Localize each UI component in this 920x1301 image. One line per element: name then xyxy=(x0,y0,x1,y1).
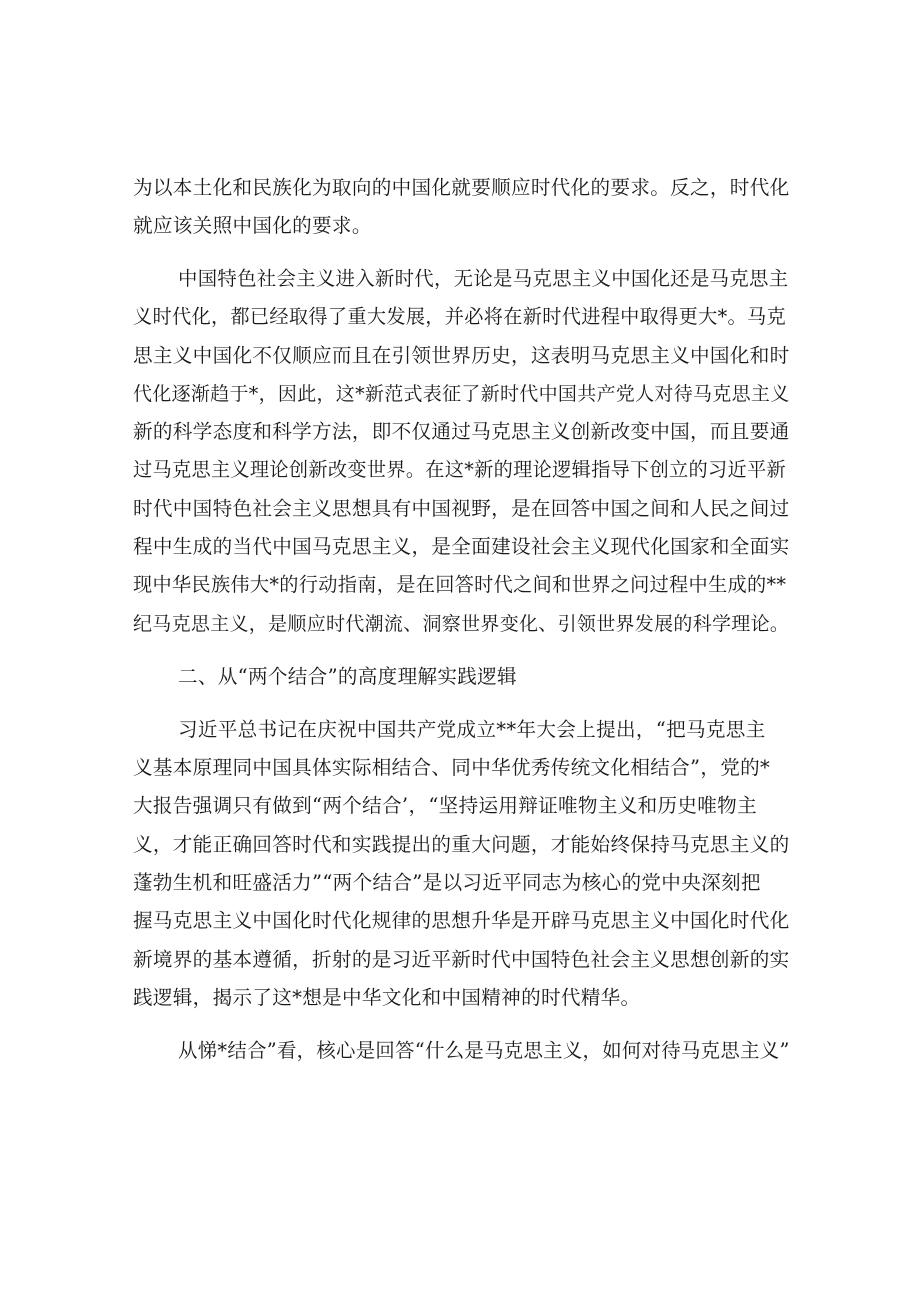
paragraph-line: 习近平总书记在庆祝中国共产党成立**年大会上提出，“把马克思主 xyxy=(178,718,766,741)
section-heading: 二、从“两个结合”的高度理解实践逻辑 xyxy=(178,665,517,688)
paragraph-line: 握马克思主义中国化时代化规律的思想升华是开辟马克思主义中国化时代化 xyxy=(133,909,790,932)
paragraph-line: 就应该关照中国化的要求。 xyxy=(133,214,372,237)
paragraph-line: 从悌*结合”看，核心是回答“什么是马克思主义，如何对待马克思主义” xyxy=(178,1039,790,1062)
paragraph-line: 程中生成的当代中国马克思主义，是全面建设社会主义现代化国家和全面实 xyxy=(133,535,790,558)
paragraph-line: 新境界的基本遵循，折射的是习近平新时代中国特色社会主义思想创新的实 xyxy=(133,948,790,971)
paragraph-line: 蓬勃生机和旺盛活力”“两个结合”是以习近平同志为核心的党中央深刻把 xyxy=(133,871,761,894)
paragraph-line: 践逻辑，揭示了这*想是中华文化和中国精神的时代精华。 xyxy=(133,986,641,1009)
paragraph-line: 过马克思主义理论创新改变世界。在这*新的理论逻辑指导下创立的习近平新 xyxy=(133,458,786,481)
paragraph-line: 新的科学态度和科学方法，即不仅通过马克思主义创新改变中国，而且要通 xyxy=(133,420,790,443)
paragraph-line: 现中华民族伟大*的行动指南，是在回答时代之间和世界之问过程中生成的** xyxy=(133,573,787,596)
paragraph-line: 代化逐渐趋于*，因此，这*新范式表征了新时代中国共产党人对待马克思主义 xyxy=(133,383,790,405)
paragraph-line: 义基本原理同中国具体实际相结合、同中华优秀传统文化相结合”，党的* xyxy=(133,756,771,779)
paragraph-line: 纪马克思主义，是顺应时代潮流、洞察世界变化、引领世界发展的科学理论。 xyxy=(133,613,790,635)
paragraph-line: 义，才能正确回答时代和实践提出的重大问题，才能始终保持马克思主义的 xyxy=(133,833,790,856)
paragraph-line: 大报告强调只有做到“两个结合’，“坚持运用辩证唯物主义和历史唯物主 xyxy=(133,794,757,817)
paragraph-line: 中国特色社会主义进入新时代，无论是马克思主义中国化还是马克思主 xyxy=(178,267,789,290)
paragraph-line: 义时代化，都已经取得了重大发展，并必将在新时代进程中取得更大*。马克 xyxy=(133,305,786,328)
paragraph-line: 思主义中国化不仅顺应而且在引领世界历史，这表明马克思主义中国化和时 xyxy=(133,344,790,367)
paragraph-line: 为以本土化和民族化为取向的中国化就要顺应时代化的要求。反之，时代化 xyxy=(133,176,790,199)
paragraph-line: 时代中国特色社会主义思想具有中国视野，是在回答中国之间和人民之间过 xyxy=(133,497,790,520)
